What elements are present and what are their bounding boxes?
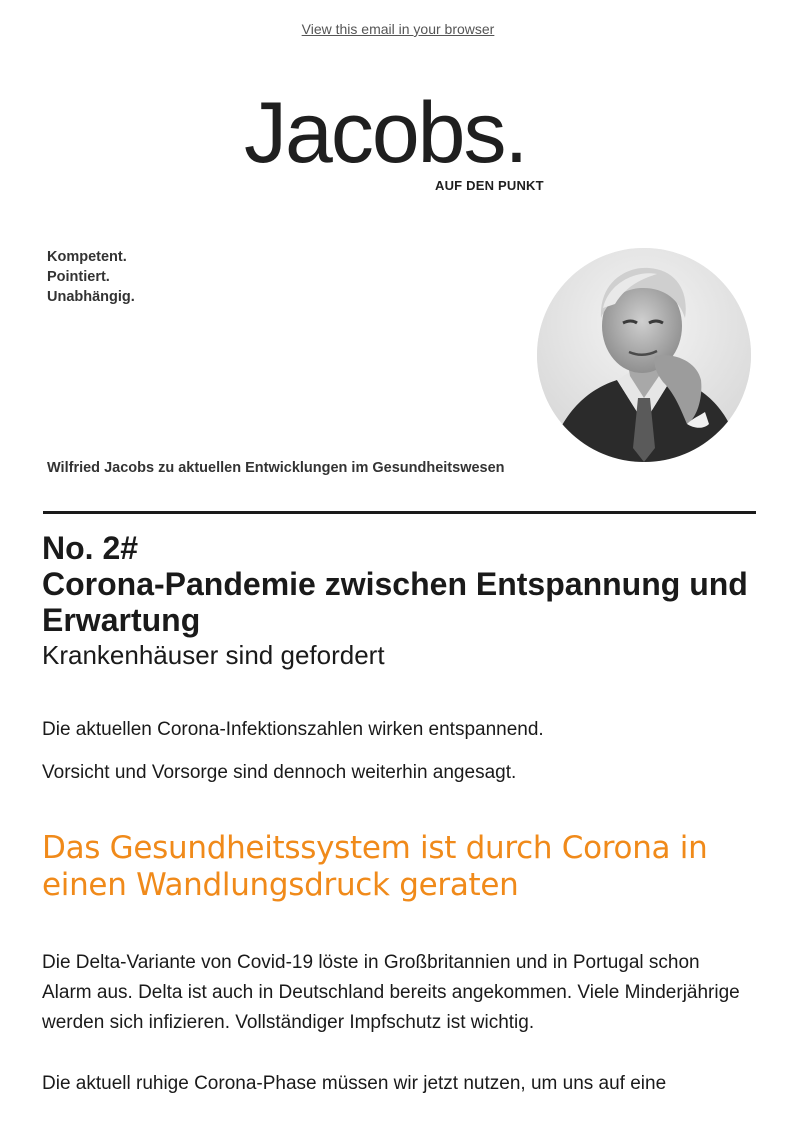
jacobs-logo [244, 85, 564, 200]
logo-wordmark: Jacobs. [244, 85, 527, 181]
article-deck: Krankenhäuser sind gefordert [42, 640, 385, 670]
body-paragraph-2: Die aktuell ruhige Corona-Phase müssen wir jetzt nutzen, um uns auf eine [42, 1073, 667, 1094]
portrait-image [537, 248, 751, 462]
divider [43, 511, 756, 514]
claim-competent: Kompetent. [47, 249, 127, 265]
claim-independent: Unabhängig. [47, 289, 135, 305]
intro-paragraph-1: Die aktuellen Corona-Infektionszahlen wirken entspannend. [42, 719, 544, 740]
author-portrait [537, 248, 751, 462]
logo-tagline: AUF DEN PUNKT [435, 178, 544, 193]
intro-paragraph-2: Vorsicht und Vorsorge sind dennoch weiterhin angesagt. [42, 762, 517, 783]
view-in-browser-link[interactable]: View this email in your browser [301, 21, 495, 37]
byline: Wilfried Jacobs zu aktuellen Entwicklungen im Gesundheitswesen [47, 460, 505, 476]
body-paragraph-1: Die Delta-Variante von Covid-19 löste in Großbritannien und in Portugal schon Alarm aus. Delta ist auch in Deutschland bereits angekommen. Viele Minderjährige werden sich infizieren. Vollständiger Impfschutz ist wichtig. [42, 952, 740, 1033]
article-headline: Corona-Pandemie zwischen Entspannung und Erwartung [42, 566, 748, 638]
claims-block [47, 247, 135, 307]
issue-number: No. 2# [42, 530, 139, 566]
claim-pointed: Pointiert. [47, 269, 110, 285]
section-heading: Das Gesundheitssystem ist durch Corona in einen Wandlungsdruck geraten [42, 830, 708, 903]
